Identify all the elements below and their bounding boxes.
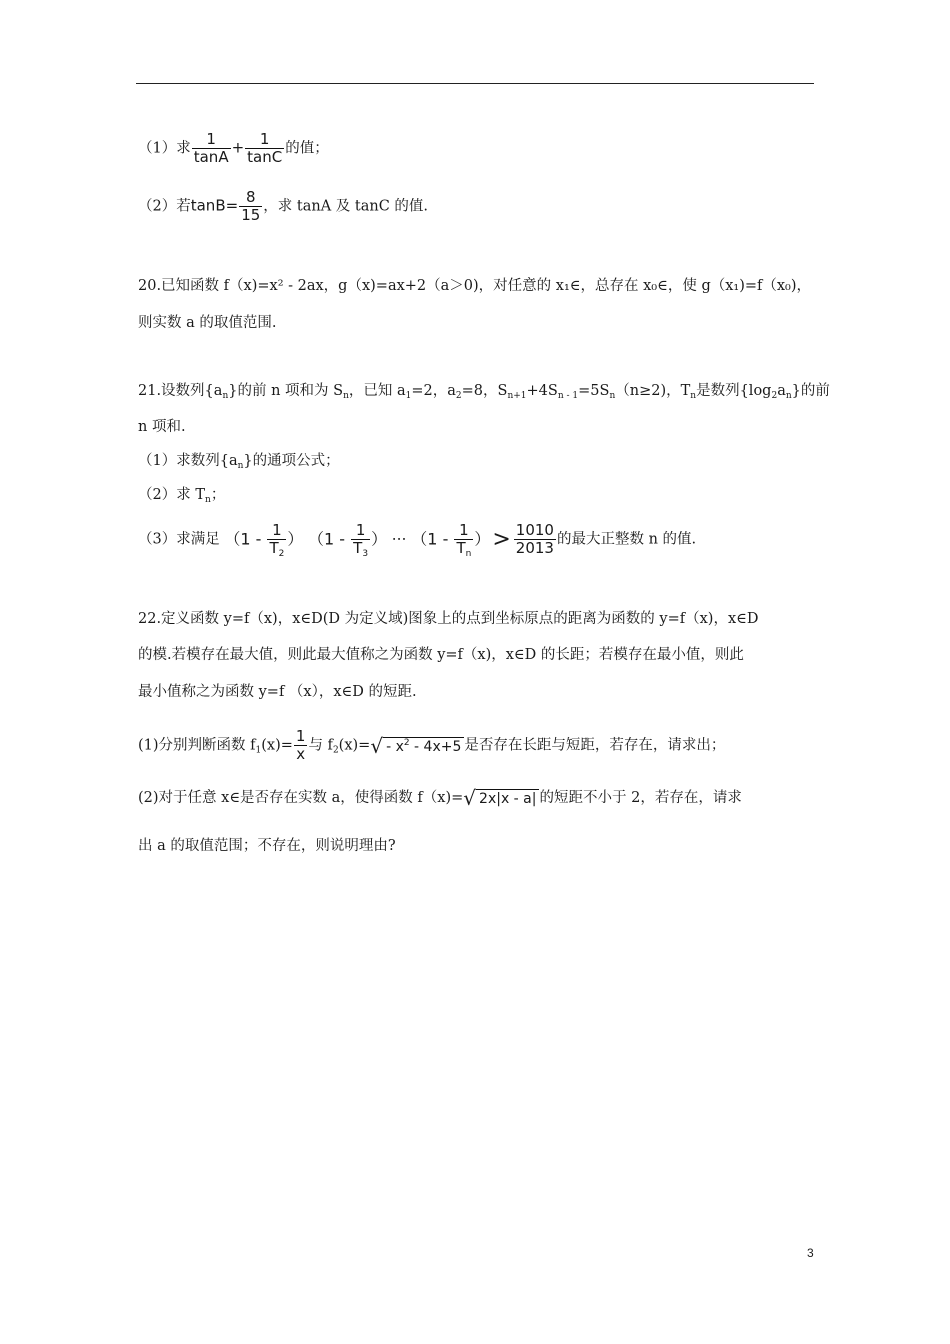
q22-part1: (1)分别判断函数 $f_1(x)=$ $\frac{1}{x}$ 与 $f_2(x)=$ √ - $x^2 - 4x+5$ 是否存在长距与短距，若存在，请求出； bbox=[138, 727, 726, 763]
q21-line1: 21.设数列$\{a_n\}$的前 n 项和为 $S_n$，已知 $a_1=2$，$a_2=8$，$S_{n+1}+4S_{n - 1}=5S_n(n\ge 2)$，$T_n$是数列$\{\log_2a_n\}$的前 bbox=[138, 383, 830, 401]
fraction-1-over-Tn: $\frac{1}{T_n}$ bbox=[456, 521, 472, 559]
fraction-1-over-tanC: $\frac{1}{\tan C}$ bbox=[247, 130, 283, 166]
page-number: 3 bbox=[807, 1246, 814, 1260]
fraction-1-over-tanA: $\frac{1}{\tan A}$ bbox=[193, 130, 229, 166]
q19-part2: （2）若tanB= $\frac{8}{15}$ ，求 tanA 及 tanC 的值. bbox=[138, 188, 429, 224]
fraction-1-over-x: $\frac{1}{x}$ bbox=[295, 727, 306, 763]
fraction-1-over-T2: $\frac{1}{T_2}$ bbox=[269, 521, 285, 559]
sqrt-expression-2: √ 2x|x - a| bbox=[463, 787, 539, 809]
q21-part1: （1）求数列$\{a_n\}$的通项公式； bbox=[138, 453, 340, 471]
q22-line3: 最小值称之为函数 y=f （x），x∈D 的短距. bbox=[138, 684, 417, 700]
q19-part1: （1）求 $\frac{1}{\tan A}$ + $\frac{1}{\tan C}$ 的值； bbox=[138, 130, 329, 166]
sqrt-expression-1: √ - $x^2 - 4x+5$ bbox=[370, 735, 464, 757]
q20-line2: 则实数 a 的取值范围. bbox=[138, 315, 277, 331]
q21-part2: （2）求 $T_n$； bbox=[138, 487, 226, 505]
header-rule bbox=[136, 83, 814, 84]
q22-line2: 的模.若模存在最大值，则此最大值称之为函数 y=f（x)，x∈D 的长距；若模存在最小值，则此 bbox=[138, 647, 744, 663]
q20-line1: 20.已知函数 f（x)=x² - 2ax，g（x)=ax+2（a＞0)，对任意的 x₁∈，总存在 x₀∈，使 g（x₁)=f（x₀)， bbox=[138, 278, 812, 294]
fraction-1-over-T3: $\frac{1}{T_3}$ bbox=[353, 521, 369, 559]
q21-part3: （3）求满足 （1 - $\frac{1}{T_2}$ ） （1 - $\frac{1}{T_3}$ ） ⋯ （1 - $\frac{1}{T_n}$ ）> $\frac{1010}{2013}$ 的最大正整数 n 的值. bbox=[138, 521, 697, 559]
q22-part2-line2: 出 a 的取值范围；不存在，则说明理由? bbox=[138, 838, 396, 854]
fraction-1010-over-2013: $\frac{1010}{2013}$ bbox=[515, 521, 554, 557]
q22-part2: (2)对于任意 x∈是否存在实数 a，使得函数 f（x)= √ 2x|x - a| 的短距不小于 2，若存在，请求 bbox=[138, 786, 742, 810]
fraction-8-over-15: $\frac{8}{15}$ bbox=[241, 188, 261, 224]
q21-line2: n 项和. bbox=[138, 419, 186, 435]
q22-line1: 22.定义函数 y=f（x)，x∈D(D 为定义域)图象上的点到坐标原点的距离为函数的 y=f（x)，x∈D bbox=[138, 611, 759, 627]
